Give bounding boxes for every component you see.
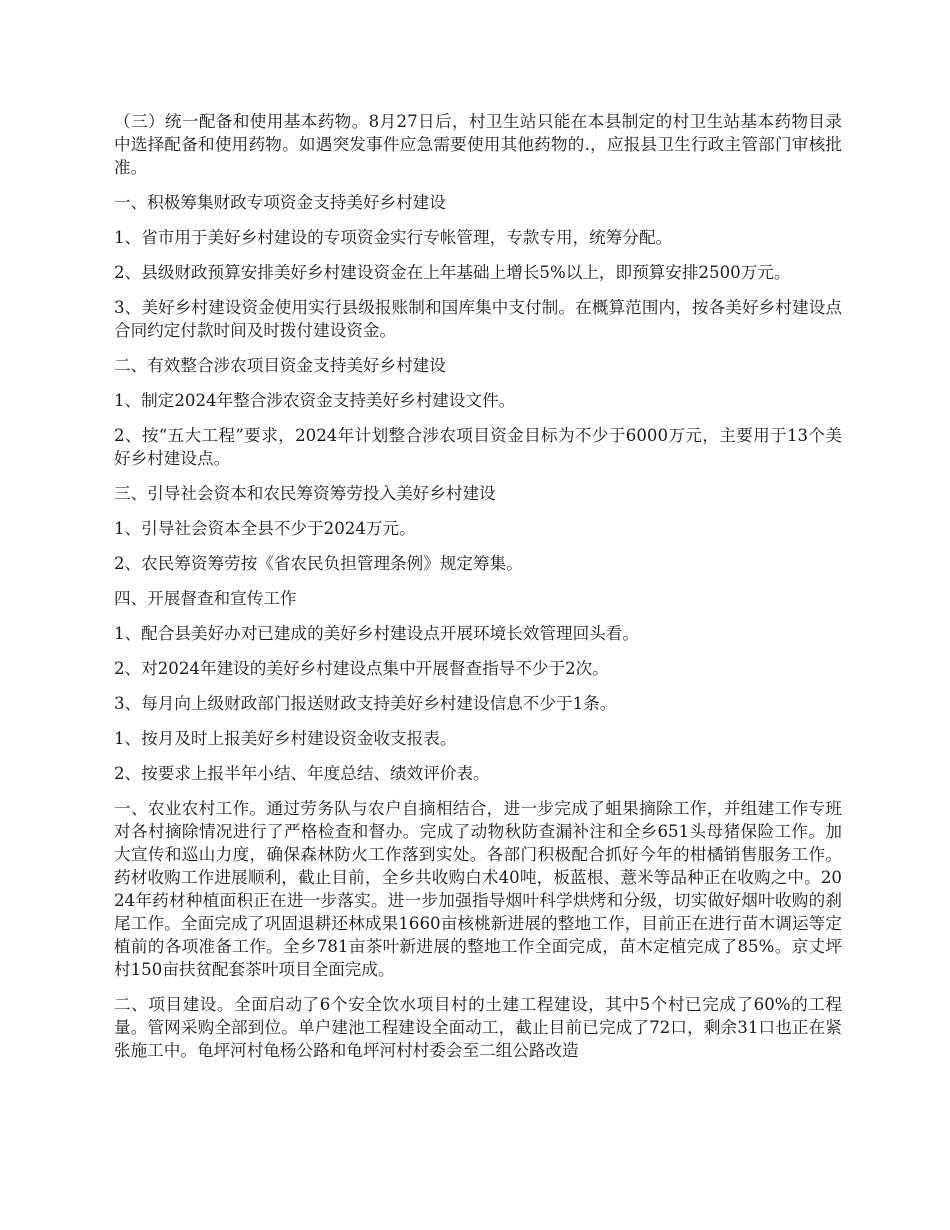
paragraph: 二、项目建设。全面启动了6个安全饮水项目村的土建工程建设，其中5个村已完成了60%的工程量。管网采购全部到位。单户建池工程建设全面动工，截止目前已完成了72口，剩余31口也正在紧张施工中。龟坪河村龟杨公路和龟坪河村村委会至二组公路改造: [114, 995, 842, 1060]
list-item: 2、按要求上报半年小结、年度总结、绩效评价表。: [114, 764, 490, 783]
list-item: 3、每月向上级财政部门报送财政支持美好乡村建设信息不少于1条。: [114, 694, 617, 713]
list-item: 1、配合县美好办对已建成的美好乡村建设点开展环境长效管理回头看。: [114, 624, 639, 643]
section-heading: 三、引导社会资本和农民筹资筹劳投入美好乡村建设: [114, 484, 496, 503]
list-item: 2、对2024年建设的美好乡村建设点集中开展督查指导不少于2次。: [114, 659, 609, 678]
paragraph: 一、农业农村工作。通过劳务队与农户自摘相结合，进一步完成了蛆果摘除工作，并组建工作专班对各村摘除情况进行了严格检查和督办。完成了动物秋防查漏补注和全乡651头母猪保险工作。加大宣传和巡山力度，确保森林防火工作落到实处。各部门积极配合抓好今年的柑橘销售服务工作。药材收购工作进展顺利，截止目前，全乡共收购白术40吨，板蓝根、薏米等品种正在收购之中。2024年药材种植面积正在进一步落实。进一步加强指导烟叶科学烘烤和分级，切实做好烟叶收购的刹尾工作。全面完成了巩固退耕还林成果1660亩核桃新进展的整地工作，目前正在进行苗木调运等定植前的各项准备工作。全乡781亩茶叶新进展的整地工作全面完成，苗木定植完成了85%。京丈坪村150亩扶贫配套茶叶项目全面完成。: [114, 799, 842, 979]
list-item: 1、制定2024年整合涉农资金支持美好乡村建设文件。: [114, 391, 516, 410]
list-item: 2、按“五大工程”要求，2024年计划整合涉农项目资金目标为不少于6000万元，主要用于13个美好乡村建设点。: [114, 426, 842, 468]
list-item: 1、按月及时上报美好乡村建设资金收支报表。: [114, 729, 457, 748]
section-heading: 二、有效整合涉农项目资金支持美好乡村建设: [114, 356, 446, 375]
section-heading: 一、积极筹集财政专项资金支持美好乡村建设: [114, 193, 446, 212]
paragraph: （三）统一配备和使用基本药物。8月27日后，村卫生站只能在本县制定的村卫生站基本药物目录中选择配备和使用药物。如遇突发事件应急需要使用其他药物的.，应报县卫生行政主管部门审核批准。: [114, 112, 842, 177]
list-item: 1、引导社会资本全县不少于2024万元。: [114, 519, 416, 538]
list-item: 1、省市用于美好乡村建设的专项资金实行专帐管理，专款专用，统筹分配。: [114, 228, 673, 247]
list-item: 2、县级财政预算安排美好乡村建设资金在上年基础上增长5%以上，即预算安排2500万元。: [114, 263, 791, 282]
list-item: 2、农民筹资筹劳按《省农民负担管理条例》规定筹集。: [114, 554, 523, 573]
document-body: [114, 110, 842, 1074]
section-heading: 四、开展督查和宣传工作: [114, 589, 297, 608]
list-item: 3、美好乡村建设资金使用实行县级报账制和国库集中支付制。在概算范围内，按各美好乡村建设点合同约定付款时间及时拨付建设资金。: [114, 298, 842, 340]
